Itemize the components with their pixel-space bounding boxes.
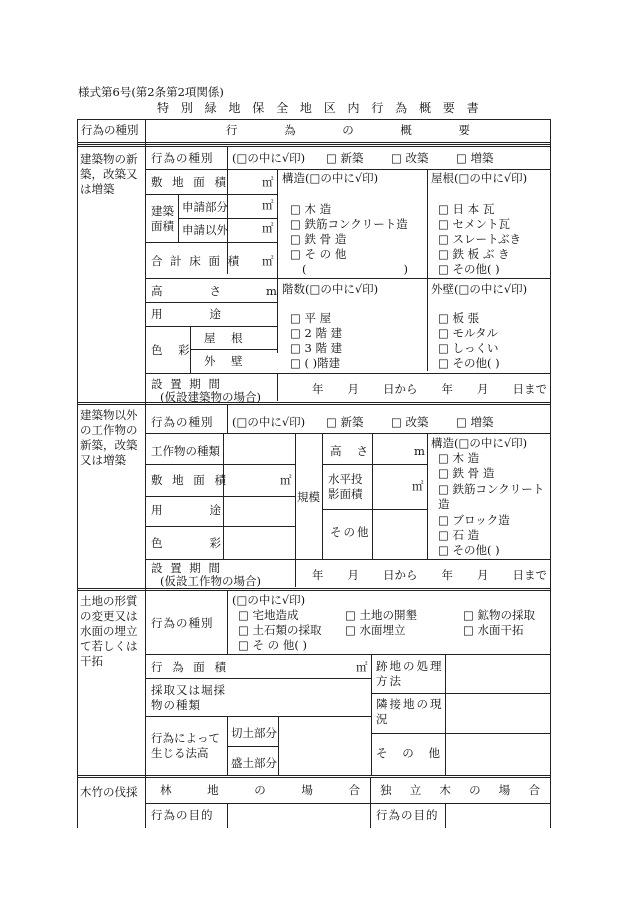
other-part-unit: ㎡ — [262, 221, 274, 235]
header-kind: 行為の種別 — [81, 123, 139, 137]
page-title: 特 別 緑 地 保 全 地 区 内 行 為 概 要 書 — [157, 101, 483, 115]
floors-single[interactable]: □ 平 屋 — [290, 311, 332, 325]
mined-label: 採取又は堀採物の種類 — [151, 683, 226, 712]
header-overview: 行 為 の 概 要 — [226, 123, 470, 137]
land-other-label: そ の 他 — [376, 746, 440, 760]
structure-rc[interactable]: □ 鉄筋コンクリート造 — [290, 217, 408, 231]
applied-part-unit: ㎡ — [262, 198, 274, 212]
structure-height-label: 高 さ — [330, 444, 368, 458]
section-structure-label: 建築物以外の工作物の新築，改築又は増築 — [80, 408, 138, 467]
structure-kind-note: (□の中に√印) — [232, 415, 306, 429]
structure-wood[interactable]: □ 木 造 — [290, 202, 332, 216]
standing-purpose-label: 行為の目的 — [376, 808, 439, 822]
building-area-label: 建築面積 — [151, 204, 174, 233]
structure-kind-label: 行為の種別 — [151, 415, 214, 429]
scale-label: 規模 — [297, 490, 320, 504]
wall-other[interactable]: □ その他( ) — [438, 356, 500, 370]
structure-kind-rebuild[interactable]: □ 改築 — [391, 415, 429, 429]
land-option-soil[interactable]: □ 土石類の採取 — [238, 623, 322, 637]
floors-other[interactable]: □ ( )階建 — [290, 356, 341, 370]
section-building-label: 建築物の新築，改築又は増築 — [80, 152, 138, 196]
structure-site-area-unit: ㎡ — [280, 473, 292, 487]
structure-other-steel[interactable]: □ 鉄 骨 造 — [438, 466, 495, 480]
roof-other[interactable]: □ その他( ) — [438, 262, 500, 276]
fill-part-label: 盛土部分 — [231, 756, 277, 770]
act-area-label: 行 為 面 積 — [151, 660, 229, 674]
height-label: 高 さ — [151, 284, 221, 298]
structure-type-label: 工作物の種類 — [151, 444, 220, 458]
structure-color-label: 色 彩 — [151, 536, 221, 550]
forest-case-label: 林 地 の 場 合 — [160, 783, 360, 797]
roof-iron[interactable]: □ 鉄 板 ぶ き — [438, 247, 510, 261]
structure-use-label: 用 途 — [151, 503, 221, 517]
structure-other-stone[interactable]: □ 石 造 — [438, 528, 480, 542]
wall-board[interactable]: □ 板 張 — [438, 311, 480, 325]
total-floor-unit: ㎡ — [262, 254, 274, 268]
structure-other-block[interactable]: □ ブロック造 — [438, 513, 510, 527]
applied-part-label: 申請部分 — [182, 200, 228, 214]
roof-japanese-tile[interactable]: □ 日 本 瓦 — [438, 202, 495, 216]
wall-color-label: 外 壁 — [204, 354, 249, 368]
structure-other-rc[interactable]: □ 鉄筋コンクリート造 — [438, 482, 545, 511]
floors-title: 階数(□の中に√印) — [282, 282, 379, 296]
structure-steel[interactable]: □ 鉄 骨 造 — [290, 232, 347, 246]
color-label: 色 彩 — [151, 343, 196, 357]
form-reference: 様式第6号(第2条第2項関係) — [78, 85, 224, 99]
total-floor-label: 合 計 床 面 積 — [151, 254, 242, 268]
structure-other-wood[interactable]: □ 木 造 — [438, 451, 480, 465]
structure-period-dates[interactable]: 年 月 日から 年 月 日まで — [312, 568, 547, 582]
land-option-drain[interactable]: □ 水面干拓 — [463, 623, 524, 637]
adjacent-label: 隣接地の現況 — [376, 697, 444, 726]
wall-mortar[interactable]: □ モルタル — [438, 326, 499, 340]
wall-plaster[interactable]: □ しっくい — [438, 341, 499, 355]
building-kind-label: 行為の種別 — [151, 151, 214, 165]
roof-color-label: 屋 根 — [204, 331, 249, 345]
land-option-cultivation[interactable]: □ 土地の開墾 — [345, 608, 418, 622]
building-kind-rebuild[interactable]: □ 改築 — [391, 151, 429, 165]
roof-slate[interactable]: □ スレートぶき — [438, 232, 522, 246]
structure-height-unit: m — [414, 444, 425, 458]
structure-other[interactable]: □ そ の 他 — [290, 247, 347, 261]
building-period-label: 設 置 期 間 — [151, 377, 222, 391]
structure-kind-new[interactable]: □ 新築 — [326, 415, 364, 429]
section-tree-label: 木竹の伐採 — [80, 785, 138, 799]
structure-other-other[interactable]: □ その他( ) — [438, 543, 500, 557]
land-kind-note: (□の中に√印) — [232, 593, 306, 607]
building-kind-new[interactable]: □ 新築 — [326, 151, 364, 165]
structure-other-structure-title: 構造(□の中に√印) — [431, 436, 528, 450]
restoration-label: 跡地の処理方法 — [376, 659, 444, 688]
structure-title: 構造(□の中に√印) — [282, 171, 379, 185]
cut-part-label: 切土部分 — [231, 726, 277, 740]
building-period-note: (仮設建築物の場合) — [160, 390, 261, 404]
structure-other-label: その他 — [330, 525, 371, 539]
site-area-label: 敷 地 面 積 — [151, 175, 229, 189]
slope-height-label: 行為によって生じる法高 — [151, 731, 220, 760]
height-unit: m — [266, 284, 277, 298]
standing-tree-case-label: 独 立 木 の 場 合 — [380, 783, 540, 797]
building-kind-extend[interactable]: □ 増築 — [456, 151, 494, 165]
projection-area-unit: ㎡ — [412, 479, 424, 493]
land-option-residential[interactable]: □ 宅地造成 — [238, 608, 299, 622]
roof-title: 屋根(□の中に√印) — [431, 171, 528, 185]
land-kind-label: 行為の種別 — [151, 616, 214, 630]
other-part-label: 申請以外 — [182, 223, 228, 237]
projection-area-label: 水平投影面積 — [328, 472, 363, 501]
wall-title: 外壁(□の中に√印) — [431, 282, 528, 296]
forest-purpose-label: 行為の目的 — [151, 808, 214, 822]
structure-kind-extend[interactable]: □ 増築 — [456, 415, 494, 429]
land-option-other[interactable]: □ そ の 他( ) — [238, 638, 307, 652]
floors-three[interactable]: □ 3 階 建 — [290, 341, 343, 355]
roof-cement-tile[interactable]: □ セメント瓦 — [438, 217, 511, 231]
act-area-unit: ㎡ — [356, 660, 368, 674]
floors-two[interactable]: □ 2 階 建 — [290, 326, 343, 340]
site-area-unit: ㎡ — [262, 175, 274, 189]
building-period-dates[interactable]: 年 月 日から 年 月 日まで — [312, 382, 547, 396]
structure-site-area-label: 敷 地 面 積 — [151, 473, 229, 487]
land-option-mineral[interactable]: □ 鉱物の採取 — [463, 608, 536, 622]
use-label: 用 途 — [151, 307, 221, 321]
structure-other-paren[interactable]: ( ) — [302, 262, 408, 276]
building-kind-note: (□の中に√印) — [232, 151, 306, 165]
section-land-label: 土地の形質の変更又は水面の埋立て若しくは干拓 — [80, 594, 138, 668]
land-option-reclaim[interactable]: □ 水面埋立 — [345, 623, 406, 637]
structure-period-label: 設 置 期 間 — [151, 561, 222, 575]
structure-period-note: (仮設工作物の場合) — [160, 574, 261, 588]
